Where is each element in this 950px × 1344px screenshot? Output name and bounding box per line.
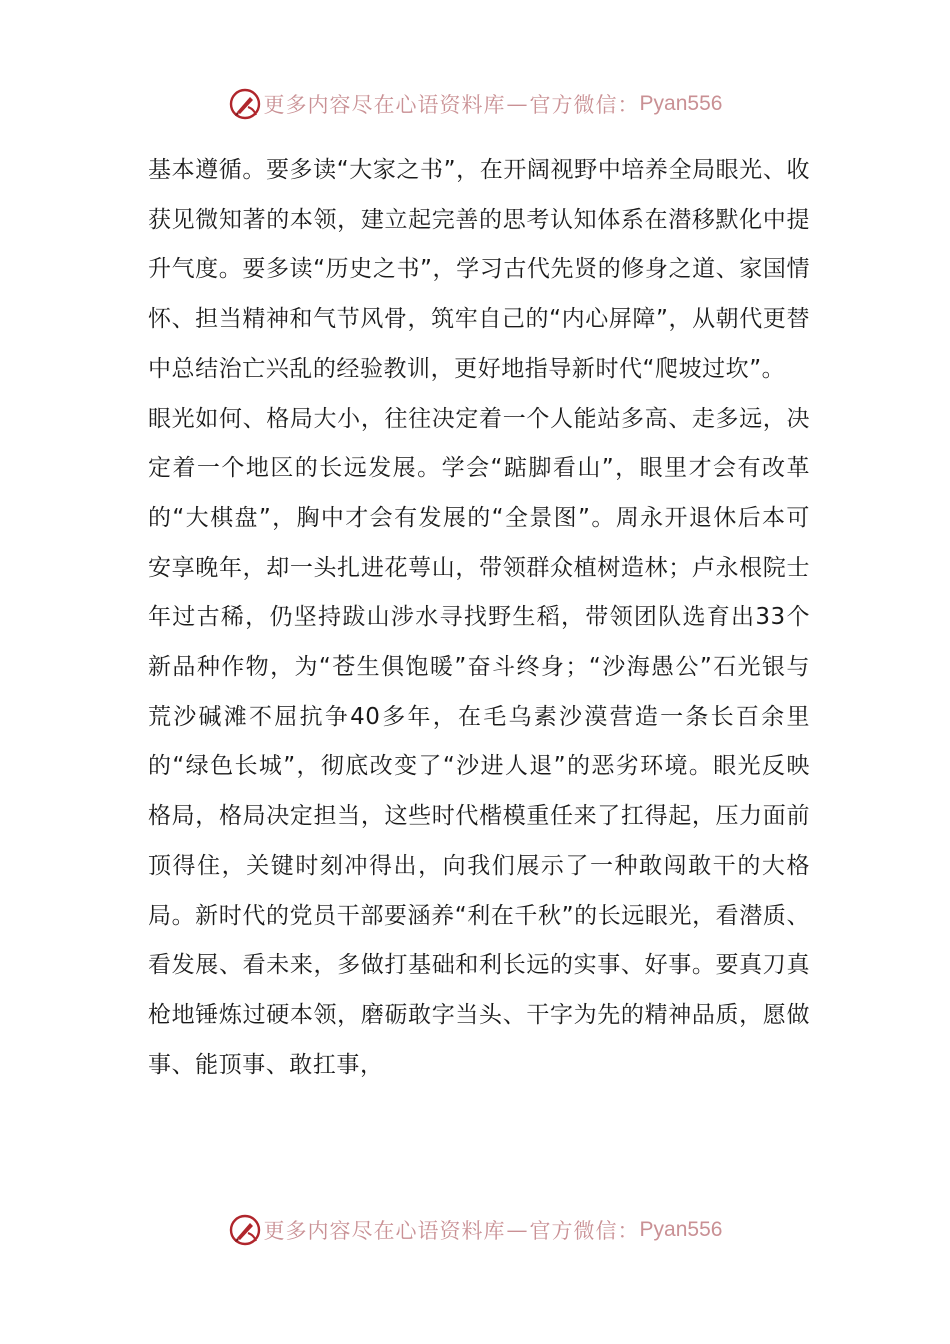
header-banner [0, 84, 950, 124]
banner-contact-handle: Pyan556 [639, 92, 723, 115]
pen-seal-logo-icon [228, 87, 262, 121]
banner-separator: — [506, 1218, 529, 1242]
banner-contact-handle: Pyan556 [639, 1218, 723, 1241]
banner-separator: — [506, 92, 529, 116]
banner-site-text: 更多内容尽在心语资料库 [263, 1219, 506, 1243]
document-body [148, 146, 810, 1090]
paragraph: 基本遵循。要多读“大家之书”，在开阔视野中培养全局眼光、收获见微知著的本领，建立起完善的思考认知体系在潜移默化中提升气度。要多读“历史之书”，学习古代先贤的修身之道、家国情怀、担当精神和气节风骨，筑牢自己的“内心屏障”，从朝代更替中总结治亡兴乱的经验教训，更好地指导新时代“爬坡过坎”。 [148, 157, 810, 382]
banner-contact-label: 官方微信： [529, 93, 640, 117]
pen-seal-logo-icon [228, 1213, 262, 1247]
banner-site-text: 更多内容尽在心语资料库 [263, 93, 506, 117]
banner-contact-label: 官方微信： [529, 1219, 640, 1243]
paragraph: 眼光如何、格局大小，往往决定着一个人能站多高、走多远，决定着一个地区的长远发展。学会“踮脚看山”，眼里才会有改革的“大棋盘”，胸中才会有发展的“全景图”。周永开退休后本可安享晚年，却一头扎进花萼山，带领群众植树造林；卢永根院士年过古稀，仍坚持跋山涉水寻找野生稻，带领团队选育出33个新品种作物，为“苍生俱饱暖”奋斗终身；“沙海愚公”石光银与荒沙碱滩不屈抗争40多年，在毛乌素沙漠营造一条长百余里的“绿色长城”，彻底改变了“沙进人退”的恶劣环境。眼光反映格局，格局决定担当，这些时代楷模重任来了扛得起，压力面前顶得住，关键时刻冲得出，向我们展示了一种敢闯敢干的大格局。新时代的党员干部要涵养“利在千秋”的长远眼光，看潜质、看发展、看未来，多做打基础和利长远的实事、好事。要真刀真枪地锤炼过硬本领，磨砺敢字当头、干字为先的精神品质，愿做事、能顶事、敢扛事， [148, 405, 810, 1078]
footer-banner [0, 1210, 950, 1250]
